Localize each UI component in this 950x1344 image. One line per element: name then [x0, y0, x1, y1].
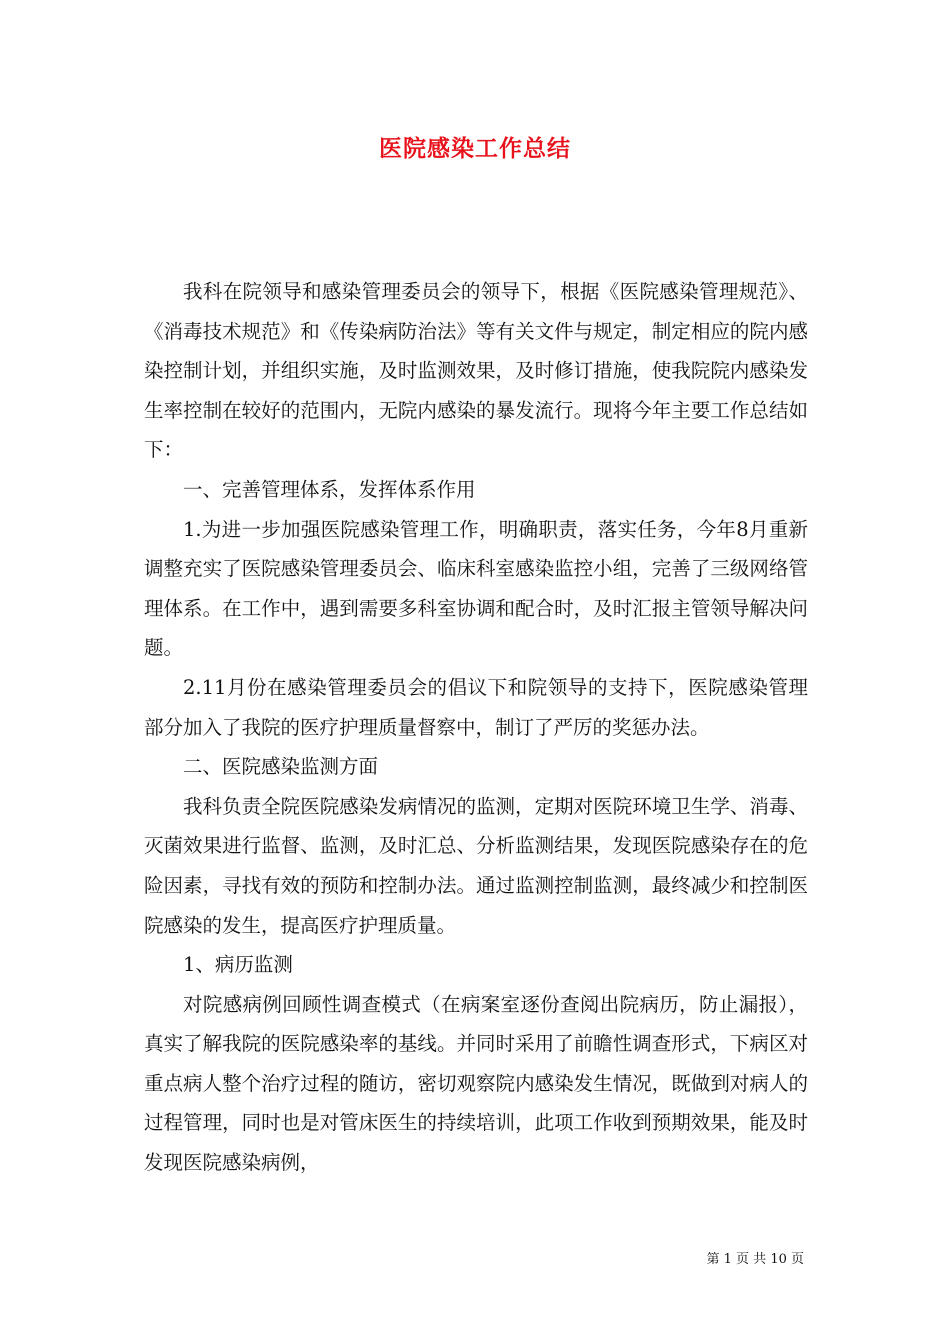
- page-number: 第 1 页 共 10 页: [706, 1252, 804, 1267]
- subsection-heading-records: 1、病历监测: [183, 953, 293, 977]
- document-title: 医院感染工作总结: [379, 135, 571, 162]
- section-heading-1: 一、完善管理体系，发挥体系作用: [183, 477, 476, 501]
- paragraph-item-2: 2.11月份在感染管理委员会的倡议下和院领导的支持下，医院感染管理部分加入了我院的医疗护理质量督察中，制订了严厉的奖惩办法。: [144, 675, 808, 739]
- paragraph-item-1: 1.为进一步加强医院感染管理工作，明确职责，落实任务，今年8月重新调整充实了医院感染管理委员会、临床科室感染监控小组，完善了三级网络管理体系。在工作中，遇到需要多科室协调和配合时，及时汇报主管领导解决问题。: [144, 517, 808, 660]
- paragraph-monitoring: 我科负责全院医院感染发病情况的监测，定期对医院环境卫生学、消毒、灭菌效果进行监督、监测，及时汇总、分析监测结果，发现医院感染存在的危险因素，寻找有效的预防和控制办法。通过监测控制监测，最终减少和控制医院感染的发生，提高医疗护理质量。: [144, 794, 808, 937]
- section-heading-2: 二、医院感染监测方面: [183, 755, 379, 779]
- paragraph-intro: 我科在院领导和感染管理委员会的领导下，根据《医院感染管理规范》、《消毒技术规范》和《传染病防治法》等有关文件与规定，制定相应的院内感染控制计划，并组织实施，及时监测效果，及时修订措施，使我院院内感染发生率控制在较好的范围内，无院内感染的暴发流行。现将今年主要工作总结如下：: [144, 280, 808, 462]
- paragraph-records: 对院感病例回顾性调查模式（在病案室逐份查阅出院病历，防止漏报），真实了解我院的医院感染率的基线。并同时采用了前瞻性调查形式，下病区对重点病人整个治疗过程的随访，密切观察院内感染发生情况，既做到对病人的过程管理，同时也是对管床医生的持续培训，此项工作收到预期效果，能及时发现医院感染病例，: [144, 992, 808, 1175]
- document-body: [144, 272, 808, 1183]
